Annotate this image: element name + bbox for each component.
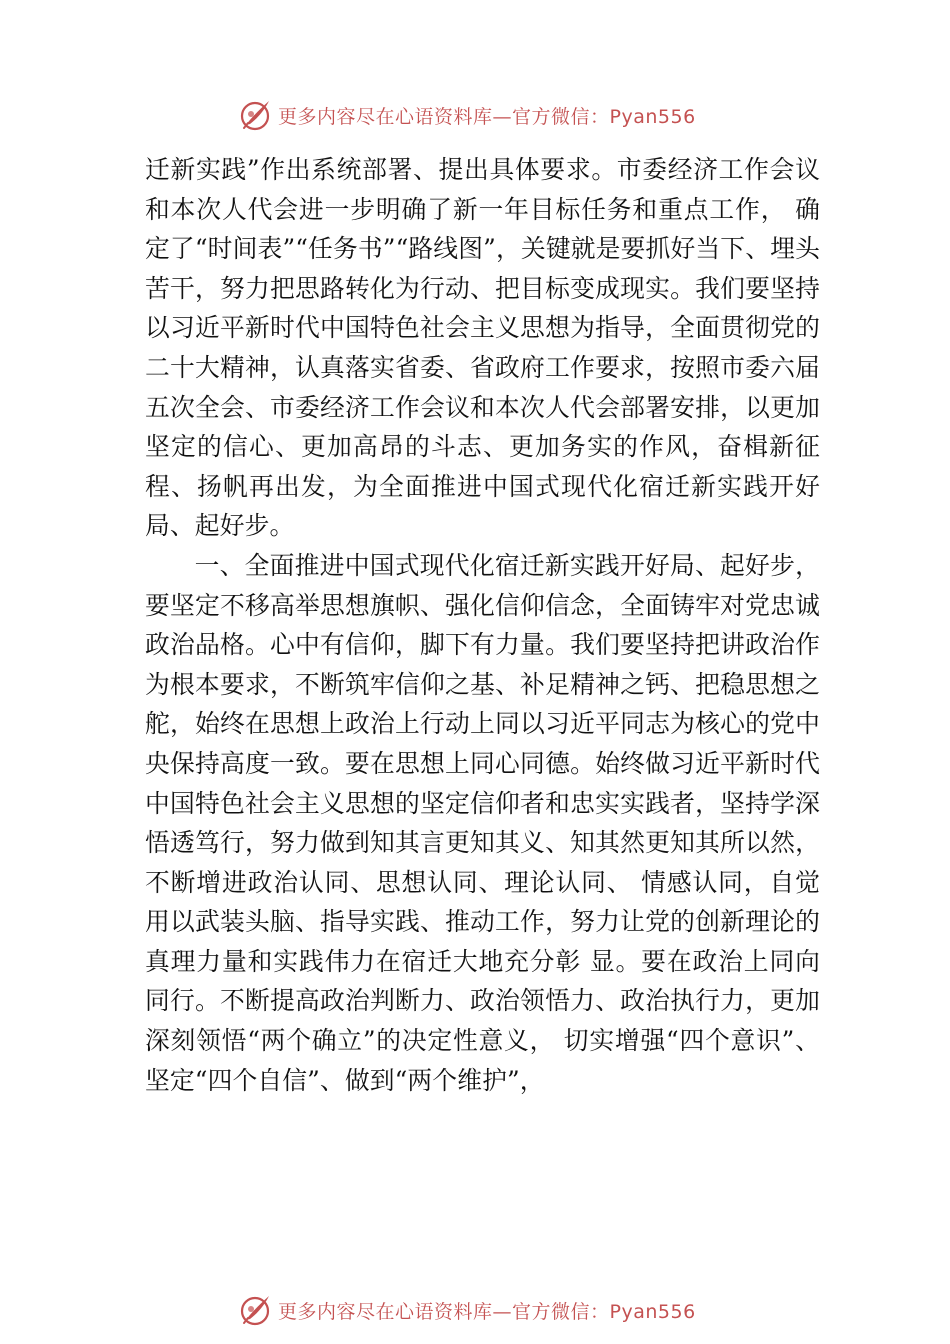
quill-pen-logo-icon [238,1292,274,1328]
watermark-text: 更多内容尽在心语资料库—官方微信：Pyan556 [278,105,696,128]
paragraph: 迁新实践”作出系统部署、提出具体要求。市委经济工作会议和本次人代会进一步明确了新一年目标任务和重点工作， 确定了“时间表”“任务书”“路线图”，关键就是要抓好当下、埋头苦干，努力把思路转化为行动、把目标变成现实。我们要坚持以习近平新时代中国特色社会主义思想为指导，全面贯彻党的二十大精神，认真落实省委、省政府工作要求，按照市委六届五次全会、市委经济工作会议和本次人代会部署安排，以更加坚定的信心、更加高昂的斗志、更加务实的作风，奋楫新征程、扬帆再出发，为全面推进中国式现代化宿迁新实践开好局、起好步。 [145,155,820,541]
watermark-text: 更多内容尽在心语资料库—官方微信：Pyan556 [278,1300,696,1323]
footer-watermark [0,1290,950,1330]
quill-pen-logo-icon [238,97,274,133]
document-body [145,150,820,1100]
header-watermark [0,95,950,135]
paragraph-section-one: 一、全面推进中国式现代化宿迁新实践开好局、起好步，要坚定不移高举思想旗帜、强化信仰信念，全面铸牢对党忠诚政治品格。心中有信仰，脚下有力量。我们要坚持把讲政治作为根本要求，不断筑牢信仰之基、补足精神之钙、把稳思想之舵，始终在思想上政治上行动上同以习近平同志为核心的党中央保持高度一致。要在思想上同心同德。始终做习近平新时代中国特色社会主义思想的坚定信仰者和忠实实践者，坚持学深悟透笃行，努力做到知其言更知其义、知其然更知其所以然，不断增进政治认同、思想认同、理论认同、 情感认同，自觉用以武装头脑、指导实践、推动工作，努力让党的创新理论的真理力量和实践伟力在宿迁大地充分彰 显。要在政治上同向同行。不断提高政治判断力、政治领悟力、政治执行力，更加深刻领悟“两个确立”的决定性意义， 切实增强“四个意识”、坚定“四个自信”、做到“两个维护”， [145,550,820,1095]
